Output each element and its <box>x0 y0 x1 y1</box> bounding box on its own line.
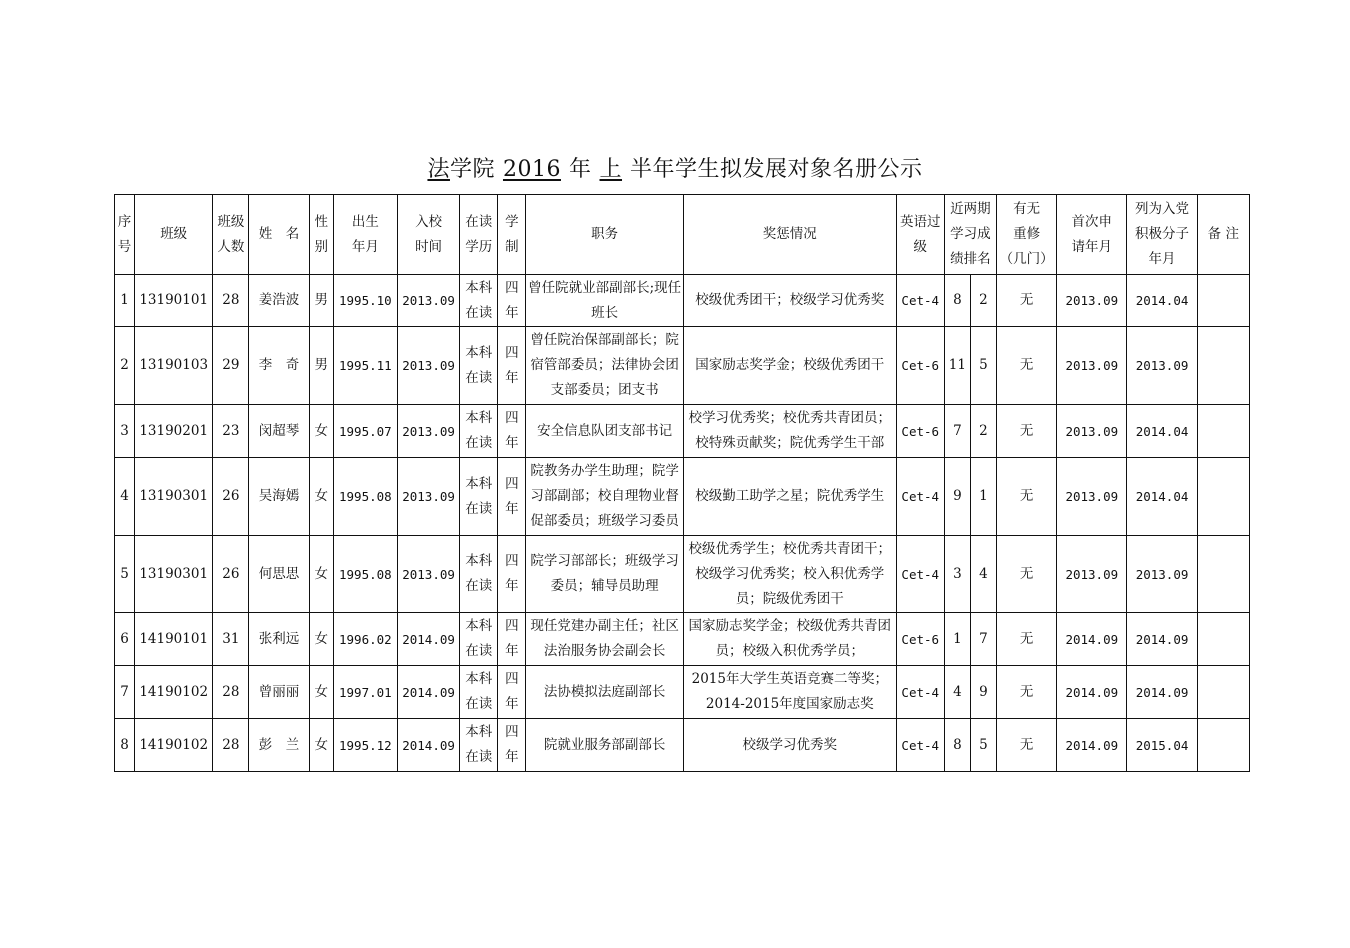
cell-class: 13190301 <box>135 458 213 536</box>
table-row <box>115 613 1250 666</box>
cell-duration-line: 四 <box>505 475 519 492</box>
cell-remarks <box>1197 666 1249 719</box>
cell-class-size: 28 <box>213 719 249 772</box>
cell-first-apply: 2014.09 <box>1057 719 1127 772</box>
cell-education-line: 本科 <box>465 553 493 569</box>
cell-activist: 2014.09 <box>1127 613 1197 666</box>
cell-class-size: 26 <box>213 536 249 613</box>
cell-english: Cet-6 <box>896 405 944 458</box>
cell-retake: 无 <box>996 666 1056 719</box>
header-seq: 序 号 <box>115 195 135 275</box>
cell-name: 闵超琴 <box>249 405 309 458</box>
cell-education <box>460 666 498 719</box>
cell-duration <box>498 666 526 719</box>
cell-education <box>460 536 498 613</box>
cell-duration-line: 年 <box>505 435 519 451</box>
cell-duration <box>498 405 526 458</box>
cell-birth: 1995.11 <box>333 327 397 405</box>
cell-duration-line: 年 <box>505 643 519 659</box>
cell-rank-a: 11 <box>944 327 970 405</box>
cell-activist: 2015.04 <box>1127 719 1197 772</box>
cell-retake: 无 <box>996 719 1056 772</box>
cell-duration-line: 四 <box>505 410 519 426</box>
header-class-size: 班级 人数 <box>213 195 249 275</box>
cell-english: Cet-6 <box>896 327 944 405</box>
title-year-suffix: 年 <box>568 157 592 182</box>
cell-name: 何思思 <box>249 536 309 613</box>
title-year: 2016 <box>502 157 561 182</box>
cell-english: Cet-6 <box>896 613 944 666</box>
page-title <box>0 152 1350 183</box>
cell-first-apply: 2013.09 <box>1057 327 1127 405</box>
cell-enroll: 2013.09 <box>397 458 459 536</box>
cell-seq: 2 <box>115 327 135 405</box>
cell-duration-line: 年 <box>505 369 519 386</box>
cell-remarks <box>1197 275 1249 327</box>
cell-duration-line: 四 <box>505 724 519 740</box>
cell-class-size: 28 <box>213 275 249 327</box>
cell-education-line: 本科 <box>465 475 493 492</box>
cell-rank-b: 2 <box>970 275 996 327</box>
table-row <box>115 719 1250 772</box>
cell-position: 曾任院治保部副部长；院宿管部委员；法律协会团支部委员；团支书 <box>526 327 684 405</box>
cell-education-line: 在读 <box>465 369 493 386</box>
cell-awards: 校级优秀学生；校优秀共青团干；校级学习优秀奖；校入积优秀学员；院级优秀团干 <box>683 536 896 613</box>
cell-class: 13190103 <box>135 327 213 405</box>
cell-birth: 1996.02 <box>333 613 397 666</box>
cell-remarks <box>1197 613 1249 666</box>
title-rest: 半年学生拟发展对象名册公示 <box>630 157 923 182</box>
cell-education-line: 在读 <box>465 500 493 517</box>
cell-english: Cet-4 <box>896 719 944 772</box>
cell-gender: 女 <box>309 666 333 719</box>
cell-duration-line: 四 <box>505 279 519 296</box>
title-half: 上 <box>599 157 623 182</box>
cell-class-size: 23 <box>213 405 249 458</box>
cell-rank-a: 4 <box>944 666 970 719</box>
cell-retake: 无 <box>996 613 1056 666</box>
cell-education-line: 在读 <box>465 696 493 712</box>
cell-gender: 女 <box>309 536 333 613</box>
cell-rank-a: 7 <box>944 405 970 458</box>
cell-position: 曾任院就业部副部长;现任班长 <box>526 275 684 327</box>
header-education: 在读 学历 <box>460 195 498 275</box>
cell-class-size: 29 <box>213 327 249 405</box>
cell-duration <box>498 719 526 772</box>
cell-retake: 无 <box>996 458 1056 536</box>
cell-awards: 国家励志奖学金；校级优秀共青团员；校级入积优秀学员； <box>683 613 896 666</box>
cell-enroll: 2014.09 <box>397 719 459 772</box>
cell-rank-a: 9 <box>944 458 970 536</box>
cell-gender: 女 <box>309 458 333 536</box>
cell-birth: 1995.12 <box>333 719 397 772</box>
cell-rank-b: 9 <box>970 666 996 719</box>
table-row <box>115 458 1250 536</box>
cell-english: Cet-4 <box>896 666 944 719</box>
cell-duration-line: 四 <box>505 618 519 634</box>
cell-class: 13190301 <box>135 536 213 613</box>
cell-position: 现任党建办副主任；社区法治服务协会副会长 <box>526 613 684 666</box>
cell-class: 13190101 <box>135 275 213 327</box>
cell-gender: 女 <box>309 613 333 666</box>
table-row <box>115 327 1250 405</box>
cell-education <box>460 327 498 405</box>
cell-first-apply: 2013.09 <box>1057 458 1127 536</box>
header-ranking: 近两期 学习成 绩排名 <box>944 195 996 275</box>
cell-rank-b: 5 <box>970 327 996 405</box>
cell-remarks <box>1197 719 1249 772</box>
title-college-prefix: 法 <box>427 157 450 182</box>
cell-name: 张利远 <box>249 613 309 666</box>
cell-retake: 无 <box>996 327 1056 405</box>
cell-education-line: 在读 <box>465 578 493 594</box>
cell-gender: 男 <box>309 275 333 327</box>
cell-seq: 8 <box>115 719 135 772</box>
cell-class: 14190102 <box>135 666 213 719</box>
cell-rank-a: 3 <box>944 536 970 613</box>
cell-enroll: 2013.09 <box>397 275 459 327</box>
header-first-apply: 首次申 请年月 <box>1057 195 1127 275</box>
cell-class-size: 31 <box>213 613 249 666</box>
table-row <box>115 405 1250 458</box>
header-enroll: 入校 时间 <box>397 195 459 275</box>
cell-duration <box>498 327 526 405</box>
cell-english: Cet-4 <box>896 275 944 327</box>
cell-rank-a: 1 <box>944 613 970 666</box>
cell-duration <box>498 613 526 666</box>
cell-retake: 无 <box>996 536 1056 613</box>
header-awards: 奖惩情况 <box>683 195 896 275</box>
cell-name: 彭 兰 <box>249 719 309 772</box>
cell-english: Cet-4 <box>896 536 944 613</box>
cell-name: 曾丽丽 <box>249 666 309 719</box>
cell-activist: 2013.09 <box>1127 327 1197 405</box>
cell-class-size: 26 <box>213 458 249 536</box>
cell-birth: 1995.08 <box>333 536 397 613</box>
cell-birth: 1995.07 <box>333 405 397 458</box>
cell-name: 李 奇 <box>249 327 309 405</box>
cell-birth: 1997.01 <box>333 666 397 719</box>
table-row <box>115 536 1250 613</box>
cell-education-line: 本科 <box>465 618 493 634</box>
cell-activist: 2014.04 <box>1127 405 1197 458</box>
cell-education-line: 在读 <box>465 304 493 321</box>
cell-class: 13190201 <box>135 405 213 458</box>
cell-activist: 2014.04 <box>1127 275 1197 327</box>
cell-duration-line: 年 <box>505 304 519 321</box>
roster-table <box>114 194 1250 772</box>
cell-seq: 7 <box>115 666 135 719</box>
cell-awards: 校级优秀团干；校级学习优秀奖 <box>683 275 896 327</box>
cell-class: 14190101 <box>135 613 213 666</box>
cell-remarks <box>1197 405 1249 458</box>
cell-seq: 3 <box>115 405 135 458</box>
cell-enroll: 2013.09 <box>397 327 459 405</box>
cell-enroll: 2013.09 <box>397 536 459 613</box>
cell-duration-line: 年 <box>505 696 519 712</box>
cell-seq: 6 <box>115 613 135 666</box>
cell-education-line: 本科 <box>465 724 493 740</box>
cell-education-line: 本科 <box>465 344 493 361</box>
cell-education-line: 在读 <box>465 435 493 451</box>
cell-rank-b: 4 <box>970 536 996 613</box>
cell-enroll: 2014.09 <box>397 666 459 719</box>
cell-name: 姜浩波 <box>249 275 309 327</box>
cell-awards: 校学习优秀奖；校优秀共青团员；校特殊贡献奖；院优秀学生干部 <box>683 405 896 458</box>
cell-first-apply: 2013.09 <box>1057 405 1127 458</box>
header-gender: 性 别 <box>309 195 333 275</box>
cell-position: 安全信息队团支部书记 <box>526 405 684 458</box>
cell-gender: 女 <box>309 719 333 772</box>
table-row <box>115 275 1250 327</box>
cell-duration-line: 四 <box>505 344 519 361</box>
cell-awards: 2015年大学生英语竞赛二等奖；2014-2015年度国家励志奖 <box>683 666 896 719</box>
header-position: 职务 <box>526 195 684 275</box>
cell-class-size: 28 <box>213 666 249 719</box>
header-class: 班级 <box>135 195 213 275</box>
cell-duration-line: 四 <box>505 671 519 687</box>
cell-activist: 2014.09 <box>1127 666 1197 719</box>
cell-activist: 2013.09 <box>1127 536 1197 613</box>
cell-duration <box>498 275 526 327</box>
header-remarks: 备 注 <box>1197 195 1249 275</box>
cell-duration-line: 四 <box>505 553 519 569</box>
cell-duration <box>498 536 526 613</box>
cell-remarks <box>1197 536 1249 613</box>
cell-duration-line: 年 <box>505 749 519 765</box>
title-college-suffix: 学院 <box>449 157 495 182</box>
cell-retake: 无 <box>996 275 1056 327</box>
cell-position: 院教务办学生助理；院学习部副部；校自理物业督促部委员；班级学习委员 <box>526 458 684 536</box>
cell-rank-b: 2 <box>970 405 996 458</box>
cell-gender: 男 <box>309 327 333 405</box>
cell-rank-a: 8 <box>944 275 970 327</box>
cell-position: 法协模拟法庭副部长 <box>526 666 684 719</box>
cell-education <box>460 405 498 458</box>
cell-rank-a: 8 <box>944 719 970 772</box>
table-header-row <box>115 195 1250 275</box>
cell-rank-b: 5 <box>970 719 996 772</box>
cell-first-apply: 2014.09 <box>1057 613 1127 666</box>
cell-activist: 2014.04 <box>1127 458 1197 536</box>
cell-rank-b: 1 <box>970 458 996 536</box>
cell-english: Cet-4 <box>896 458 944 536</box>
header-duration: 学 制 <box>498 195 526 275</box>
cell-education <box>460 458 498 536</box>
cell-remarks <box>1197 327 1249 405</box>
cell-remarks <box>1197 458 1249 536</box>
cell-name: 吴海嫣 <box>249 458 309 536</box>
cell-gender: 女 <box>309 405 333 458</box>
cell-enroll: 2014.09 <box>397 613 459 666</box>
cell-position: 院学习部部长；班级学习委员；辅导员助理 <box>526 536 684 613</box>
cell-first-apply: 2013.09 <box>1057 275 1127 327</box>
cell-education-line: 在读 <box>465 643 493 659</box>
cell-birth: 1995.08 <box>333 458 397 536</box>
header-birth: 出生 年月 <box>333 195 397 275</box>
cell-position: 院就业服务部副部长 <box>526 719 684 772</box>
table-row <box>115 666 1250 719</box>
header-activist: 列为入党 积极分子 年月 <box>1127 195 1197 275</box>
cell-awards: 国家励志奖学金；校级优秀团干 <box>683 327 896 405</box>
cell-education <box>460 613 498 666</box>
cell-education-line: 本科 <box>465 279 493 296</box>
cell-education-line: 本科 <box>465 671 493 687</box>
cell-duration-line: 年 <box>505 578 519 594</box>
cell-seq: 4 <box>115 458 135 536</box>
cell-seq: 1 <box>115 275 135 327</box>
cell-first-apply: 2013.09 <box>1057 536 1127 613</box>
cell-duration-line: 年 <box>505 500 519 517</box>
cell-class: 14190102 <box>135 719 213 772</box>
cell-education-line: 在读 <box>465 749 493 765</box>
cell-retake: 无 <box>996 405 1056 458</box>
header-name: 姓 名 <box>249 195 309 275</box>
cell-education-line: 本科 <box>465 410 493 426</box>
cell-awards: 校级勤工助学之星；院优秀学生 <box>683 458 896 536</box>
header-retake: 有无 重修 （几门） <box>996 195 1056 275</box>
cell-rank-b: 7 <box>970 613 996 666</box>
cell-seq: 5 <box>115 536 135 613</box>
cell-birth: 1995.10 <box>333 275 397 327</box>
cell-education <box>460 719 498 772</box>
cell-duration <box>498 458 526 536</box>
cell-awards: 校级学习优秀奖 <box>683 719 896 772</box>
cell-education <box>460 275 498 327</box>
cell-enroll: 2013.09 <box>397 405 459 458</box>
table-body <box>115 275 1250 772</box>
header-english: 英语过 级 <box>896 195 944 275</box>
cell-first-apply: 2014.09 <box>1057 666 1127 719</box>
